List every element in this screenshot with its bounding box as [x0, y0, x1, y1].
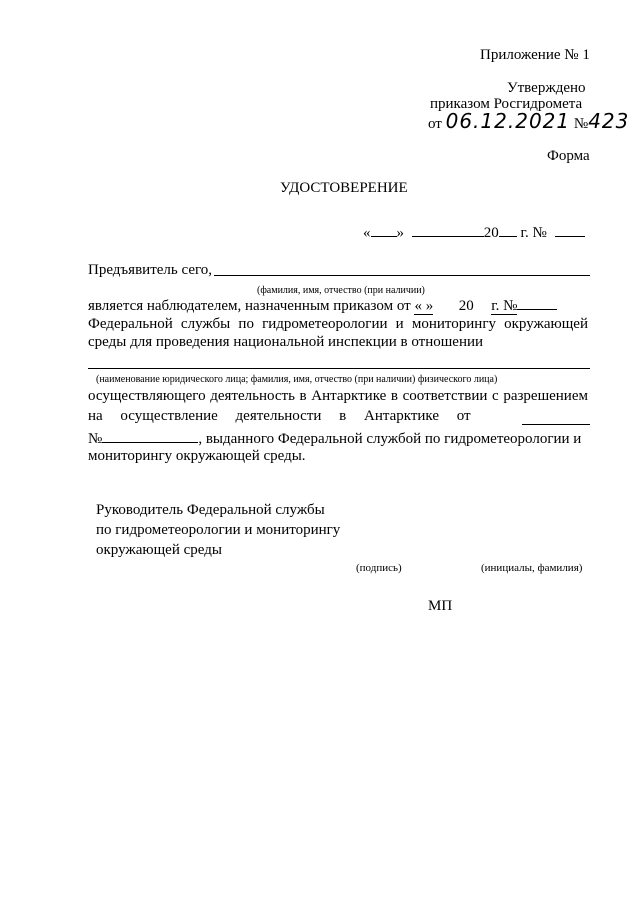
- order-date-line: [428, 109, 629, 133]
- day-blank: [371, 222, 397, 237]
- certificate-date-line: « » 20 г. №: [363, 222, 585, 242]
- permit-number-line: № , выданного Федеральной службой по гидрометеорологии и: [88, 428, 581, 448]
- document-title: УДОСТОВЕРЕНИЕ: [280, 180, 408, 196]
- order-number-label: г. №: [491, 298, 518, 314]
- body-line-inspection: среды для проведения национальной инспекции в отношении: [88, 334, 484, 350]
- handwritten-number: 423: [588, 109, 630, 133]
- permit-date-blank: [522, 410, 590, 425]
- order-by-label: приказом Росгидромета: [430, 96, 583, 112]
- number-blank: [555, 222, 585, 237]
- number-sign: №: [573, 116, 589, 132]
- from-prefix: от: [428, 116, 442, 132]
- month-blank: [412, 222, 484, 237]
- fio-caption: (фамилия, имя, отчество (при наличии): [257, 285, 425, 296]
- permit-number-blank: [102, 428, 198, 443]
- appendix-label: Приложение № 1: [480, 47, 590, 63]
- year-blank: [499, 222, 517, 237]
- bearer-label: Предъявитель сего,: [88, 262, 213, 278]
- entity-caption: (наименование юридического лица; фамилия, имя, отчество (при наличии) физического лица): [96, 374, 498, 385]
- order-number-blank: [517, 295, 557, 310]
- signature-caption: (подпись): [356, 562, 402, 574]
- signature-title-line-2: по гидрометеорологии и мониторингу: [96, 522, 341, 538]
- order-date-quotes: « »: [414, 298, 434, 314]
- handwritten-date: 06.12.2021: [445, 109, 571, 133]
- body-line-service: Федеральной службы по гидрометеорологии и мониторингу окружающей: [88, 316, 588, 332]
- name-caption: (инициалы, фамилия): [481, 562, 583, 574]
- body-line-activity: осуществляющего деятельность в Антарктике в соответствии с разрешением: [88, 388, 588, 404]
- observer-line: является наблюдателем, назначенным приказом от « » 20 г. №: [88, 295, 557, 315]
- approved-label: Утверждено: [507, 80, 586, 96]
- permit-line: на осуществление деятельности в Антарктике от: [88, 408, 590, 425]
- form-label: Форма: [547, 148, 590, 164]
- signature-title-line-3: окружающей среды: [96, 542, 222, 558]
- stamp-label: МП: [428, 598, 453, 614]
- body-line-end: мониторингу окружающей среды.: [88, 448, 306, 464]
- entity-name-blank: [88, 368, 590, 369]
- bearer-name-blank: [214, 275, 590, 276]
- signature-title-line-1: Руководитель Федеральной службы: [96, 502, 325, 518]
